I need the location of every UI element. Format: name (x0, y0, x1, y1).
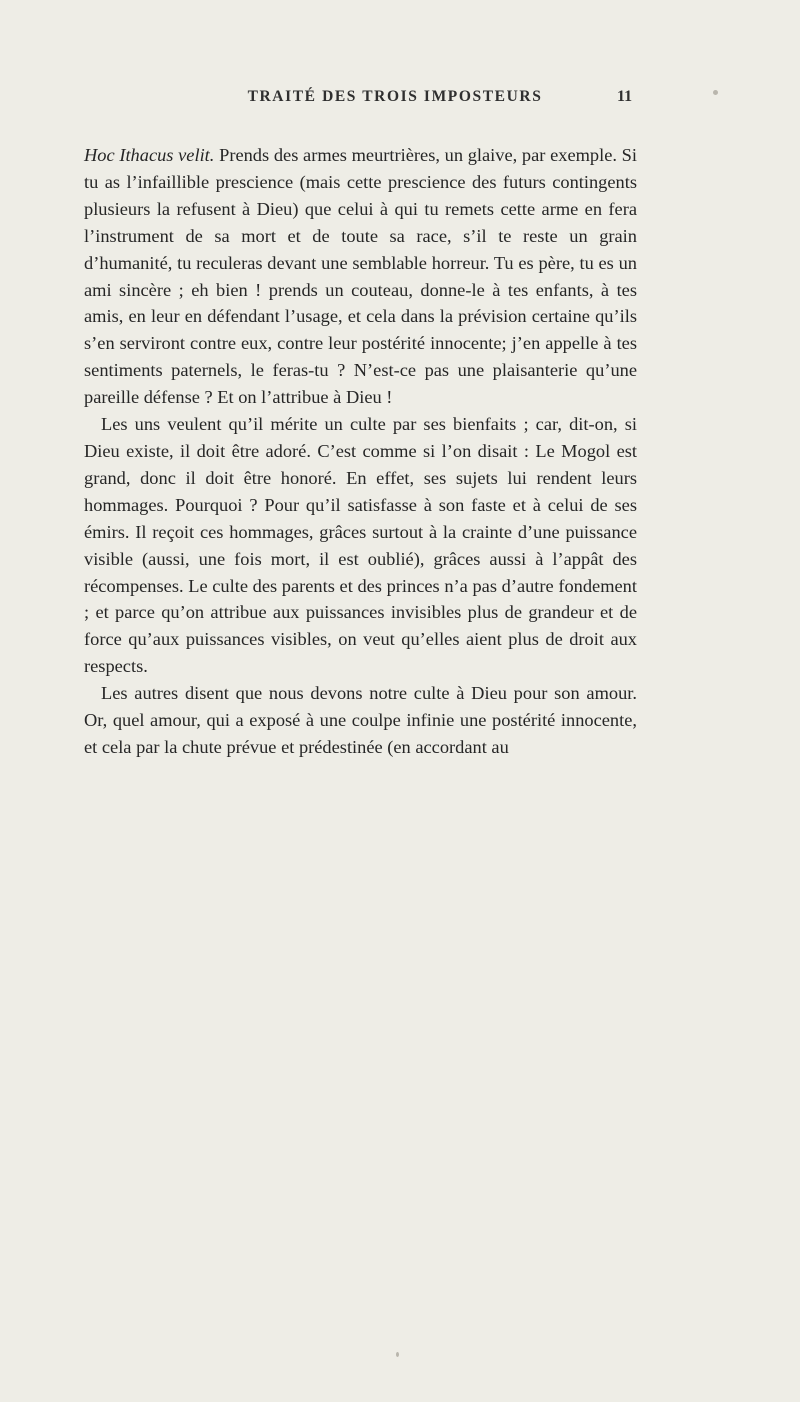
paragraph-2: Les uns veulent qu’il mérite un culte par ses bienfaits ; car, dit-on, si Dieu existe, il doit être adoré. C’est comme si l’on disait : Le Mogol est grand, donc il doit être honoré. En effet, ses sujets lui rendent leurs hommages. Pourquoi ? Pour qu’il satisfasse à son faste et à celui de ses émirs. Il reçoit ces hommages, grâces surtout à la crainte d’une puissance visible (aussi, une fois mort, il est oublié), grâces aussi à l’appât des récompenses. Le culte des parents et des princes n’a pas d’autre fondement ; et parce qu’on attribue aux puissances invisibles plus de grandeur et de force qu’aux puissances visibles, on veut qu’elles aient plus de droit aux respects. (84, 414, 637, 677)
paragraph-1 (84, 142, 637, 411)
page-number: 11 (617, 88, 633, 105)
latin-quote: Hoc Ithacus velit. (84, 145, 215, 165)
running-title: TRAITÉ DES TROIS IMPOSTEURS (247, 88, 543, 105)
paragraph-3: Les autres disent que nous devons notre culte à Dieu pour son amour. Or, quel amour, qui a exposé à une coulpe infinie une postérité innocente, et cela par la chute prévue et prédestinée (en accordant au (84, 683, 637, 757)
paper-speck (396, 1352, 399, 1357)
paragraph-1-text: Prends des armes meurtrières, un glaive, par exemple. Si tu as l’infaillible prescience (mais cette prescience des futurs contingents plusieurs la refusent à Dieu) que celui à qui tu remets cette arme en fera l’instrument de sa mort et de toute sa race, s’il te reste un grain d’humanité, tu reculeras devant une semblable horreur. Tu es père, tu es un ami sincère ; eh bien ! prends un couteau, donne-le à tes enfants, à tes amis, en leur en défendant l’usage, et cela dans la prévision certaine qu’ils s’en serviront contre eux, contre leur postérité innocente; j’en appelle à tes sentiments paternels, le feras-tu ? N’est-ce pas une plaisanterie qu’une pareille défense ? Et on l’attribue à Dieu ! (84, 145, 637, 408)
paper-speck (713, 90, 718, 95)
body-text (84, 142, 637, 761)
